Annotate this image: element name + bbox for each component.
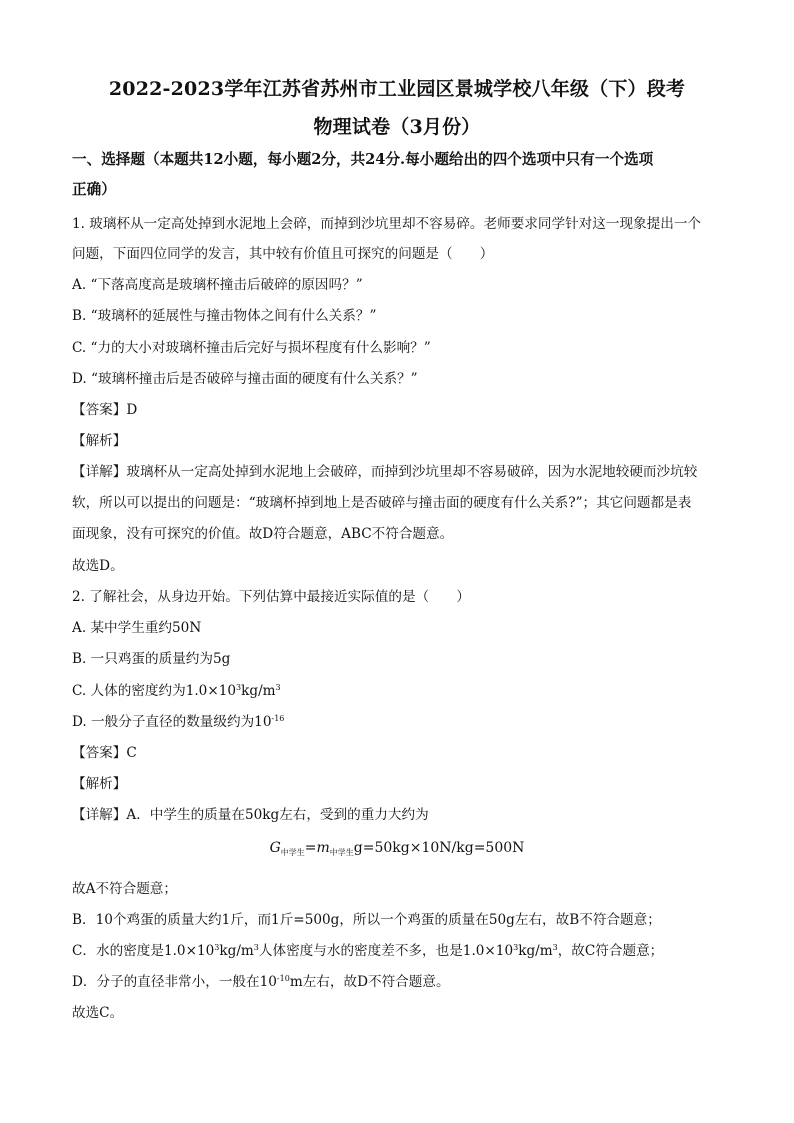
q1-detail-cont2: 面现象，没有可探究的价值。故D符合题意，ABC不符合题意。 <box>72 526 454 542</box>
q1-analysis-label: 【解析】 <box>72 433 127 449</box>
answer-value: D <box>126 402 138 418</box>
q2-option-c: C. 人体的密度约为$1.0\times 10^3kg/m^3$ <box>72 683 281 699</box>
answer-label: 【答案】 <box>72 745 127 761</box>
q1-stem-cont: 问题，下面四位同学的发言，其中较有价值且可探究的问题是（ ） <box>72 246 494 262</box>
q2-analysis-b: B．10个鸡蛋的质量大约1斤，而1斤=500g，所以一个鸡蛋的质量在50g左右，故B不符合题意； <box>72 912 661 928</box>
q2-stem: 2. 了解社会，从身边开始。下列估算中最接近实际值的是（ ） <box>72 589 470 605</box>
q1-option-d: D. “玻璃杯撞击后是否破碎与撞击面的硬度有什么关系？” <box>72 371 418 387</box>
q2-analysis-label: 【解析】 <box>72 776 127 792</box>
q1-stem: 1. 玻璃杯从一定高处掉到水泥地上会碎，而掉到沙坑里却不容易碎。老师要求同学针对这一现象提出一个 <box>72 216 702 232</box>
q2-formula: $G_{中学生}=m_{中学生}g=50kg\times 10N/kg=500N$ <box>269 840 525 857</box>
q2-analysis-c: C．水的密度是$1.0\times 10^3kg/m^3$人体密度与水的密度差不多，也是$1.0\times 10^3kg/m^3$，故C符合题意； <box>72 943 664 959</box>
q2-analysis-d: D．分子的直径非常小，一般在$10^{-10}m$左右，故D不符合题意。 <box>72 974 450 990</box>
q1-answer <box>72 400 137 420</box>
q1-detail-cont: 软，所以可以提出的问题是：“玻璃杯掉到地上是否破碎与撞击面的硬度有什么关系?”；其它问题都是表 <box>72 495 692 511</box>
answer-label: 【答案】 <box>72 402 127 418</box>
q2-a-conclusion: 故A不符合题意； <box>72 881 177 897</box>
q2-answer <box>72 743 137 763</box>
section-heading: 一、选择题（本题共12小题，每小题2分，共24分.每小题给出的四个选项中只有一个选项 <box>72 151 654 168</box>
section-heading-cont: 正确） <box>72 181 116 198</box>
page-subtitle: 物理试卷（3月份） <box>313 116 481 138</box>
q2-detail: 【详解】A．中学生的质量在50kg左右，受到的重力大约为 <box>72 807 429 823</box>
q1-conclusion: 故选D。 <box>72 558 124 574</box>
page-title: 2022-2023学年江苏省苏州市工业园区景城学校八年级（下）段考 <box>108 78 686 100</box>
q1-option-a: A. “下落高度高是玻璃杯撞击后破碎的原因吗？” <box>72 277 363 293</box>
q1-option-b: B. “玻璃杯的延展性与撞击物体之间有什么关系？” <box>72 308 377 324</box>
q2-option-d: D. 一般分子直径的数量级约为$10^{-16}$ <box>72 714 285 730</box>
q2-conclusion: 故选C。 <box>72 1005 124 1021</box>
answer-value: C <box>126 745 137 761</box>
q2-option-a: A. 某中学生重约50N <box>72 620 202 636</box>
q2-option-b: B. 一只鸡蛋的质量约为5g <box>72 651 231 667</box>
q1-option-c: C. “力的大小对玻璃杯撞击后完好与损坏程度有什么影响？” <box>72 340 431 356</box>
q1-detail: 【详解】玻璃杯从一定高处掉到水泥地上会破碎，而掉到沙坑里却不容易破碎，因为水泥地较硬而沙坑较 <box>72 464 698 480</box>
